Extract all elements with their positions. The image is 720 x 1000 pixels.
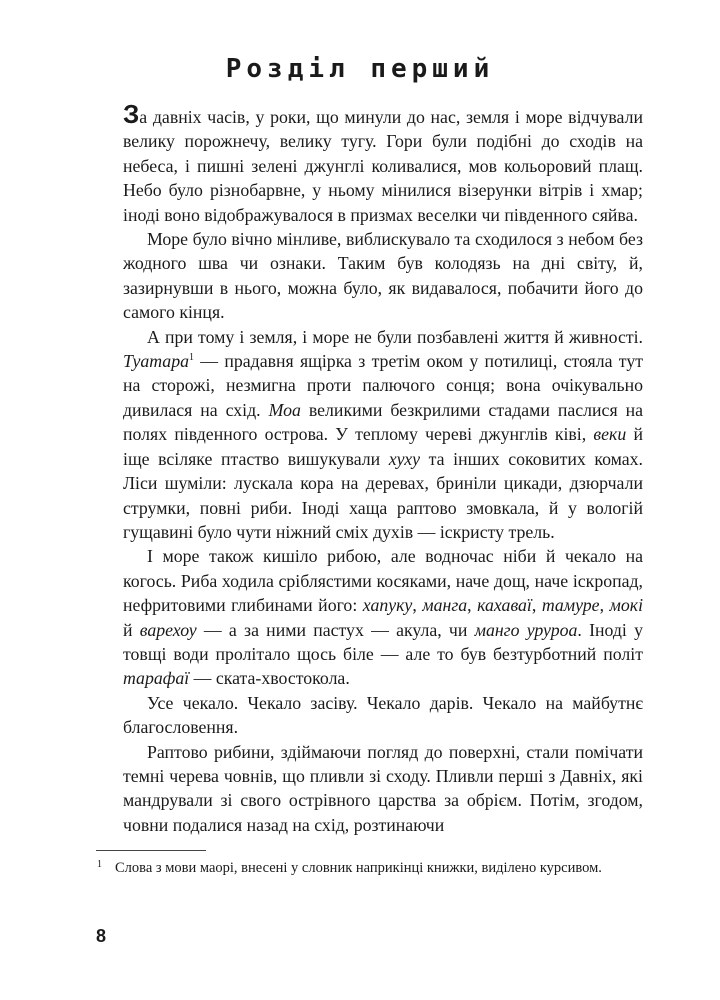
maori-term: варехоу xyxy=(139,619,197,640)
maori-term: тамуре xyxy=(541,595,600,616)
maori-term: мокі xyxy=(609,595,644,616)
paragraph xyxy=(123,325,643,545)
body-text xyxy=(123,99,644,837)
paragraph-text: а давніх часів, у роки, що минули до нас, земля і море відчували велику порожнечу, велику тугу. Гори були подібні до сходів на небеса, і пишні зелені джунглі коливалися, мов кольоровий плащ. Небо було різнобарвне, у ньому мінилися візерунки вітрів і хмар; іноді воно відображувалося в призмах веселки чи південного сяйва. xyxy=(123,107,643,225)
maori-term: кахаваї xyxy=(477,595,532,616)
maori-term: манга xyxy=(422,595,468,616)
footnote-mark: 1 xyxy=(97,859,102,870)
maori-term: манго xyxy=(474,619,520,640)
maori-term: тарафаї xyxy=(123,668,190,689)
footnote-text: Слова з мови маорі, внесені у словник наприкінці книжки, виділено курсивом. xyxy=(115,860,602,876)
paragraph xyxy=(123,544,643,690)
paragraph xyxy=(123,99,643,227)
maori-term: хапуку xyxy=(362,595,413,616)
paragraph-text: Море було вічно мінливе, виблискувало та сходилося з небом без жодного шва чи ознаки. Таким був колодязь на дні світу, й, зазирнувши в нього, можна було, як видавалося, побачити його до самого кінця. xyxy=(123,229,643,323)
page-number: 8 xyxy=(96,926,107,946)
paragraph-text: А при тому і земля, і море не були позбавлені життя й живності. Туатара$^1$ — прадавня ящірка з третім оком у потилиці, стояла тут на сторожі, незмигна проти палючого сонця; вона очікувально дивилася на схід. Моа великими безкрилими стадами паслися на полях південного острова. У теплому череві джунглів ківі, веки й іще всіляке птаство вишукували хуху та інших соковитих комах. Ліси шуміли: лускала кора на деревах, бриніли цикади, дзюрчали струмки, повні риби. Іноді хаща раптово змовкала, й у вологій гущавині було чути ніжний сміх духів — іскристу трель. xyxy=(123,326,643,542)
paragraph xyxy=(123,227,643,325)
maori-term: Моа xyxy=(268,399,301,420)
footnote-rule xyxy=(96,850,206,851)
maori-term: Туатара xyxy=(123,351,189,372)
paragraph xyxy=(123,691,643,740)
paragraph-text: Усе чекало. Чекало засіву. Чекало дарів. Чекало на майбутнє благословення. xyxy=(123,692,643,738)
paragraph xyxy=(123,740,643,838)
footnote xyxy=(97,858,643,879)
paragraph-text: Раптово рибини, здіймаючи погляд до поверхні, стали помічати темні черева човнів, що пливли зі сходу. Пливли перші з Давніх, які мандрували зі свого острівного царства за обрієм. Потім, згодом, човни подалися назад на схід, розтинаючи xyxy=(123,741,643,835)
footnote-reference: 1 xyxy=(188,352,194,364)
maori-term: уруроа xyxy=(526,619,578,640)
chapter-title: Розділ перший xyxy=(225,54,495,84)
drop-cap: З xyxy=(123,99,140,129)
maori-term: веки xyxy=(593,424,627,445)
paragraph-text: І море також кишіло рибою, але водночас ніби й чекало на когось. Риба ходила сріблястими косяками, наче дощ, наче іскропад, нефритовими глибинами його: хапуку, манга, кахаваї, тамуре, мокі й варехоу — а за ними пастух — акула, чи манго уруроа. Іноді у товщі води пролітало щось біле — але то був безтурботний політ тарафаї — ската-хвостокола. xyxy=(123,546,644,689)
maori-term: хуху xyxy=(388,448,421,469)
